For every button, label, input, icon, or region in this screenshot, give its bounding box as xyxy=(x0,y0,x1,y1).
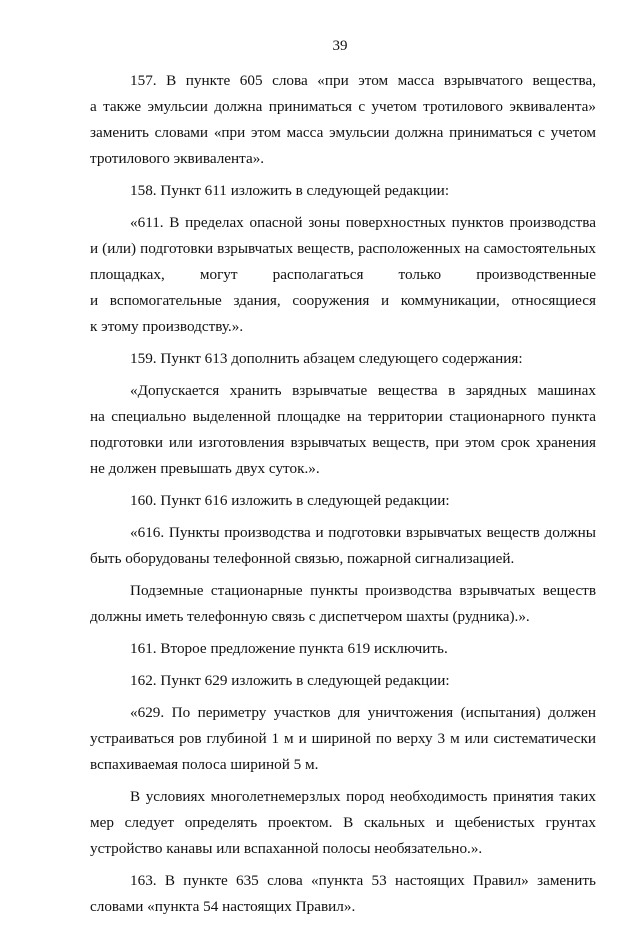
text-line: 160. Пункт 616 изложить в следующей редакции: xyxy=(130,492,450,509)
text-line: площадках, могут располагаться только производственные xyxy=(90,266,596,283)
text-line: на специально выделенной площадке на территории стационарного пункта xyxy=(90,408,596,425)
text-line: должны иметь телефонную связь с диспетчером шахты (рудника).». xyxy=(90,608,530,625)
paragraph xyxy=(90,636,596,662)
text-line: «629. По периметру участков для уничтожения (испытания) должен xyxy=(130,704,596,721)
paragraph xyxy=(90,520,596,572)
text-line: не должен превышать двух суток.». xyxy=(90,460,320,477)
page-number: 39 xyxy=(332,38,348,54)
text-line: и (или) подготовки взрывчатых веществ, расположенных на самостоятельных xyxy=(90,240,596,257)
text-line: к этому производству.». xyxy=(90,318,244,335)
paragraph xyxy=(90,378,596,482)
text-line: тротилового эквивалента». xyxy=(90,150,265,167)
text-line: а также эмульсии должна приниматься с учетом тротилового эквивалента» xyxy=(90,98,596,115)
text-line: вспахиваемая полоса шириной 5 м. xyxy=(90,756,319,773)
text-line: 163. В пункте 635 слова «пункта 53 настоящих Правил» заменить xyxy=(130,872,596,889)
paragraph xyxy=(90,346,596,372)
paragraph xyxy=(90,488,596,514)
text-line: словами «пункта 54 настоящих Правил». xyxy=(90,898,356,915)
text-line: Подземные стационарные пункты производства взрывчатых веществ xyxy=(130,582,596,599)
text-line: В условиях многолетнемерзлых пород необходимость принятия таких xyxy=(130,788,596,805)
text-line: быть оборудованы телефонной связью, пожарной сигнализацией. xyxy=(90,550,515,567)
text-line: подготовки или изготовления взрывчатых веществ, при этом срок хранения xyxy=(90,434,596,451)
paragraph xyxy=(90,210,596,340)
text-line: «611. В пределах опасной зоны поверхностных пунктов производства xyxy=(130,214,596,231)
text-line: заменить словами «при этом масса эмульсии должна приниматься с учетом xyxy=(90,124,596,141)
text-line: 159. Пункт 613 дополнить абзацем следующего содержания: xyxy=(130,350,523,367)
text-line: «Допускается хранить взрывчатые вещества в зарядных машинах xyxy=(130,382,596,399)
paragraph xyxy=(90,668,596,694)
text-line: 158. Пункт 611 изложить в следующей редакции: xyxy=(130,182,450,199)
text-line: 162. Пункт 629 изложить в следующей редакции: xyxy=(130,672,450,689)
text-line: и вспомогательные здания, сооружения и коммуникации, относящиеся xyxy=(90,292,596,309)
text-line: «616. Пункты производства и подготовки взрывчатых веществ должны xyxy=(130,524,596,541)
text-line: устраиваться ров глубиной 1 м и шириной по верху 3 м или систематически xyxy=(90,730,596,747)
text-line: мер следует определять проектом. В скальных и щебенистых грунтах xyxy=(90,814,596,831)
paragraph xyxy=(90,868,596,920)
text-line: устройство канавы или вспаханной полосы необязательно.». xyxy=(90,840,483,857)
text-line: 161. Второе предложение пункта 619 исключить. xyxy=(130,640,448,657)
paragraph xyxy=(90,578,596,630)
paragraph xyxy=(90,784,596,862)
text-line: 157. В пункте 605 слова «при этом масса взрывчатого вещества, xyxy=(130,72,596,89)
paragraph xyxy=(90,700,596,778)
paragraph xyxy=(90,178,596,204)
document-body xyxy=(90,68,596,926)
paragraph xyxy=(90,68,596,172)
